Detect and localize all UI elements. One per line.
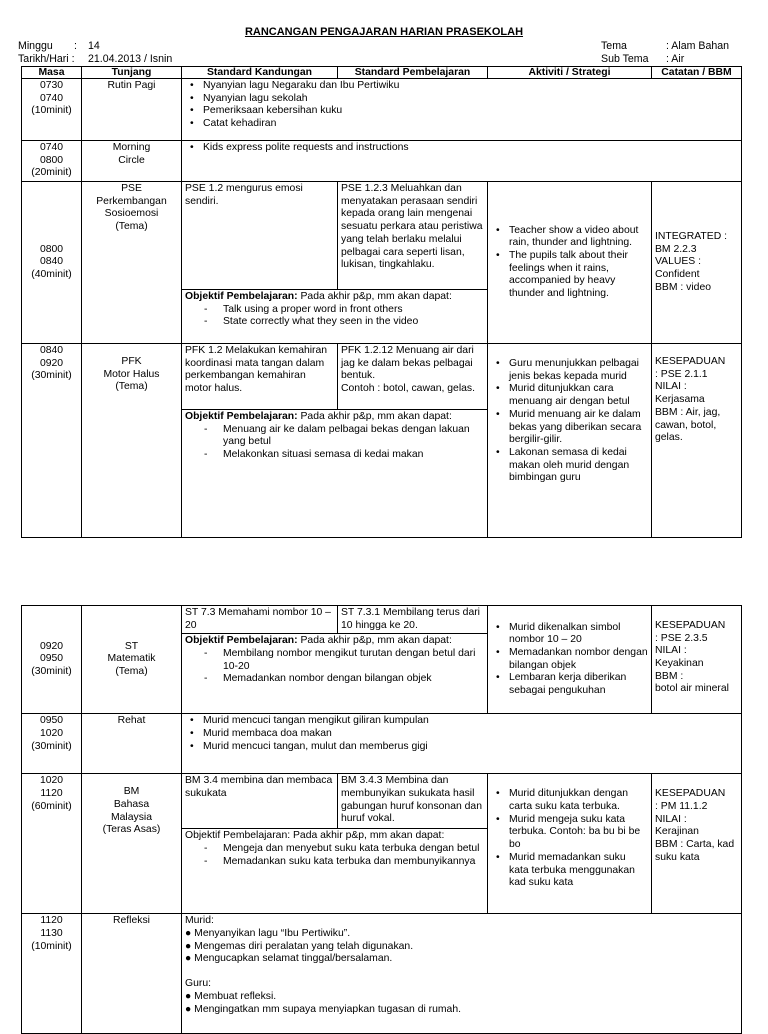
table-row-rehat [22,714,742,774]
objektif-list [185,843,484,868]
guru-label: Guru: [185,978,211,990]
standard-kandungan-cell: PFK 1.2 Melakukan kemahiran koordinasi mata tangan dalam perkembangan kemahiran motor halus. [182,344,338,410]
list-item: • Murid menuang air ke dalam bekas yang diberikan secara bergilir-gilir. [509,409,648,447]
tunjang-line: Morning [112,142,151,153]
table-row-matematik [22,606,742,634]
tunjang-line: Perkembangan [96,195,167,207]
catatan-line: BBM : Air, jag, cawan, botol, gelas. [655,406,721,444]
tunjang-line: PSE [121,183,142,195]
objektif-cell [182,829,488,914]
column-header-aktiviti-strategi: Aktiviti / Strategi [488,67,652,79]
table-row-pfk [22,344,742,410]
masa-cell [22,344,82,538]
tunjang-line: PFK [121,356,142,368]
list-item: • Teacher show a video about rain, thunder and lightning. [509,225,648,250]
minggu-separator: : [74,40,77,52]
aktiviti-cell [488,182,652,344]
catatan-cell [652,606,742,714]
tunjang-cell [82,774,182,914]
masa-duration: (10minit) [31,105,72,117]
list-item: • Memadankan nombor dengan bilangan objek [509,647,648,672]
list-item: ● Mengingatkan mm supaya menyiapkan tugasan di rumah. [185,1003,462,1015]
list-item: • Pemeriksaan kebersihan kuku [203,105,738,118]
tunjang-line: ST [124,640,139,652]
table-row-pse [22,182,742,290]
tarikh-value: 21.04.2013 / Isnin [88,53,173,65]
list-item: - Membilang nombor mengikut turutan dengan betul dari 10-20 [223,648,484,673]
list-item: • Lakonan semasa di kedai makan oleh murid dengan bimbingan guru [509,447,648,485]
table-row-bahasa-malaysia [22,774,742,829]
list-item: - Talk using a proper word in front others [223,304,484,317]
objektif-cell [182,634,488,714]
objektif-cell [182,410,488,538]
list-item: ● Membuat refleksi. [185,990,277,1002]
tunjang-line: (Tema) [115,381,148,393]
masa-cell [22,141,82,182]
objektif-label: Objektif Pembelajaran: [185,411,298,423]
catatan-cell [652,182,742,344]
tunjang-line: Motor Halus [103,368,160,380]
table-row-rutin-pagi [22,79,742,141]
tunjang-line: Sosioemosi [104,208,159,220]
aktiviti-list [491,788,648,890]
column-header-catatan-bbm: Catatan / BBM [652,67,742,79]
masa-cell [22,914,82,1034]
list-item: • Nyanyian lagu sekolah [203,93,738,106]
catatan-line: KESEPADUAN [655,356,726,368]
aktiviti-cell [488,774,652,914]
activity-cell [182,79,742,141]
masa-end: 0840 [39,256,64,268]
masa-cell [22,714,82,774]
list-item: • Murid mencuci tangan, mulut dan memberus gigi [203,741,738,754]
list-item: - Mengeja dan menyebut suku kata terbuka dengan betul [223,843,484,856]
list-item: • Murid ditunjukkan dengan carta suku kata terbuka. [509,788,648,813]
tunjang-line: Rutin Pagi [107,80,156,91]
objektif-label: Objektif Pembelajaran: [185,635,298,647]
masa-cell [22,182,82,344]
masa-cell [22,774,82,914]
standard-pembelajaran-cell [338,344,488,410]
activity-list [185,80,738,131]
masa-duration: (30minit) [31,666,72,678]
list-item: ● Mengemas diri peralatan yang telah digunakan. [185,940,414,952]
list-item: • Murid mengeja suku kata terbuka. Contoh: ba bu bi be bo [509,814,648,852]
tunjang-line: BM [123,786,140,798]
masa-duration: (20minit) [31,167,72,179]
catatan-line: : PM 11.1.2 [655,801,708,813]
masa-cell [22,79,82,141]
standard-pembelajaran-example: Contoh : botol, cawan, gelas. [341,383,476,395]
column-header-tunjang: Tunjang [82,67,182,79]
tunjang-line: Rehat [117,715,146,727]
masa-end: 1020 [39,728,64,740]
standard-pembelajaran-cell: ST 7.3.1 Membilang terus dari 10 hingga ke 20. [338,606,488,634]
activity-cell [182,141,742,182]
list-item: • Murid dikenalkan simbol nombor 10 – 20 [509,622,648,647]
catatan-line: NILAI : [655,813,687,825]
list-item: • Guru menunjukkan pelbagai jenis bekas kepada murid [509,358,648,383]
masa-start: 0950 [39,715,64,727]
objektif-text: Pada akhir p&p, mm akan dapat: [297,635,452,647]
tunjang-cell [82,606,182,714]
catatan-line: NILAI : [655,381,687,393]
objektif-list [185,424,484,462]
list-item: • Nyanyian lagu Negaraku dan Ibu Pertiwiku [203,80,738,93]
catatan-cell [652,344,742,538]
column-header-standard-pembelajaran: Standard Pembelajaran [338,67,488,79]
column-header-masa: Masa [22,67,82,79]
lesson-plan-table-page-1 [21,66,742,538]
minggu-value: 14 [88,40,100,52]
standard-pembelajaran-cell: PSE 1.2.3 Meluahkan dan menyatakan perasaan sendiri kepada orang lain mengenai sesuatu perkara atau peristiwa yang telah berlaku melalui pelbagai cara seperti lisan, lukisan, tingkahlaku. [338,182,488,290]
column-header-standard-kandungan: Standard Kandungan [182,67,338,79]
tunjang-cell [82,714,182,774]
tunjang-cell [82,344,182,538]
masa-duration: (10minit) [31,940,72,952]
masa-end: 1120 [40,788,63,800]
tunjang-cell [82,141,182,182]
catatan-cell [652,774,742,914]
objektif-list [185,648,484,686]
tunjang-line: Circle [118,154,145,166]
tunjang-cell [82,79,182,141]
catatan-line: botol air mineral [655,683,729,695]
lesson-plan-table-page-2 [21,605,742,1034]
standard-kandungan-cell: ST 7.3 Memahami nombor 10 – 20 [182,606,338,634]
tunjang-cell [82,914,182,1034]
objektif-text: Objektif Pembelajaran: Pada akhir p&p, mm akan dapat: [185,830,445,842]
masa-start: 1120 [40,915,63,927]
standard-pembelajaran-text: PFK 1.2.12 Menuang air dari jag ke dalam bekas pelbagai bentuk. [341,345,474,382]
masa-duration: (30minit) [31,740,72,752]
masa-start: 0920 [39,640,64,652]
masa-cell [22,606,82,714]
list-item: - Menuang air ke dalam pelbagai bekas dengan lakuan yang betul [223,424,484,449]
masa-start: 0740 [39,142,64,153]
activity-list [185,715,738,753]
list-item: • Catat kehadiran [203,118,738,131]
catatan-line: : PSE 2.1.1 [655,368,708,380]
masa-start: 1020 [39,775,64,787]
table-row-refleksi [22,914,742,1034]
murid-label: Murid: [185,915,214,927]
spacer [185,966,738,978]
tunjang-line: Refleksi [113,915,150,927]
masa-duration: (60minit) [31,800,72,812]
masa-duration: (30minit) [31,370,72,382]
tunjang-cell [82,182,182,344]
aktiviti-cell [488,606,652,714]
header-row [22,67,742,79]
tema-value: : Alam Bahan [666,40,730,52]
catatan-line: BBM : video [655,281,712,293]
catatan-line: Kerjasama [655,394,705,406]
list-item: • Murid mencuci tangan mengikut giliran kumpulan [203,715,738,728]
tunjang-line: (Tema) [115,221,148,233]
subtema-label: Sub Tema [601,53,649,65]
masa-end: 0800 [39,154,64,166]
tunjang-line: (Tema) [115,666,148,678]
catatan-line: KESEPADUAN [655,620,726,631]
list-item: • Murid membaca doa makan [203,728,738,741]
masa-end: 1130 [40,928,63,940]
aktiviti-cell [488,344,652,538]
tarikh-label: Tarikh/Hari : [18,53,75,65]
subtema-value: : Air [666,53,685,65]
list-item: • Lembaran kerja diberikan sebagai pengukuhan [509,672,648,697]
objektif-list [185,304,484,329]
standard-kandungan-cell: BM 3.4 membina dan membaca sukukata [182,774,338,829]
list-item: - Memadankan nombor dengan bilangan objek [223,673,484,686]
refleksi-cell [182,914,742,1034]
masa-end: 0950 [39,653,64,665]
tema-label: Tema [601,40,627,52]
objektif-cell [182,290,488,344]
standard-pembelajaran-cell: BM 3.4.3 Membina dan membunyikan sukukata hasil gabungan huruf konsonan dan huruf vokal. [338,774,488,829]
aktiviti-list [491,622,648,698]
objektif-text: Pada akhir p&p, mm akan dapat: [297,411,452,423]
activity-list [185,142,738,155]
tunjang-line: (Teras Asas) [102,824,161,836]
masa-duration: (40minit) [31,268,72,280]
catatan-line: BBM : [655,670,684,682]
list-item: • The pupils talk about their feelings when it rains, accompanied by heavy thunder and lightning. [509,250,648,301]
tunjang-line: Malaysia [111,811,152,823]
list-item: - State correctly what they seen in the video [223,316,484,329]
catatan-line: VALUES : [655,256,702,268]
catatan-line: : PSE 2.3.5 [655,632,708,644]
list-item: - Melakonkan situasi semasa di kedai makan [223,449,484,462]
catatan-line: KESEPADUAN [655,788,726,800]
catatan-line: NILAI : [655,645,687,657]
masa-start: 0840 [39,345,64,357]
aktiviti-list [491,358,648,485]
standard-kandungan-cell: PSE 1.2 mengurus emosi sendiri. [182,182,338,290]
list-item: • Kids express polite requests and instructions [203,142,738,155]
table-row-morning-circle [22,141,742,182]
catatan-line: INTEGRATED : [655,230,727,242]
catatan-line: BM 2.2.3 [655,243,697,255]
activity-cell [182,714,742,774]
masa-end: 0740 [39,92,64,104]
objektif-label: Objektif Pembelajaran: [185,291,298,303]
list-item: - Memadankan suku kata terbuka dan membunyikannya [223,856,484,869]
masa-start: 0730 [39,80,64,91]
masa-end: 0920 [39,357,64,369]
catatan-line: Confident [655,268,700,280]
document-title: RANCANGAN PENGAJARAN HARIAN PRASEKOLAH [244,26,524,38]
catatan-line: Kerajinan [655,826,699,838]
masa-start: 0800 [39,243,64,255]
minggu-label: Minggu [18,40,53,52]
list-item: ● Menyanyikan lagu “Ibu Pertiwiku”. [185,928,351,940]
catatan-line: Keyakinan [655,658,704,670]
list-item: ● Mengucapkan selamat tinggal/bersalaman. [185,953,393,965]
objektif-text: Pada akhir p&p, mm akan dapat: [297,291,452,303]
tunjang-line: Matematik [107,653,156,665]
catatan-line: BBM : Carta, kad suku kata [655,839,735,863]
tunjang-line: Bahasa [113,799,150,811]
list-item: • Murid ditunjukkan cara menuang air dengan betul [509,383,648,408]
list-item: • Murid memadankan suku kata terbuka menggunakan kad suku kata [509,852,648,890]
aktiviti-list [491,225,648,301]
